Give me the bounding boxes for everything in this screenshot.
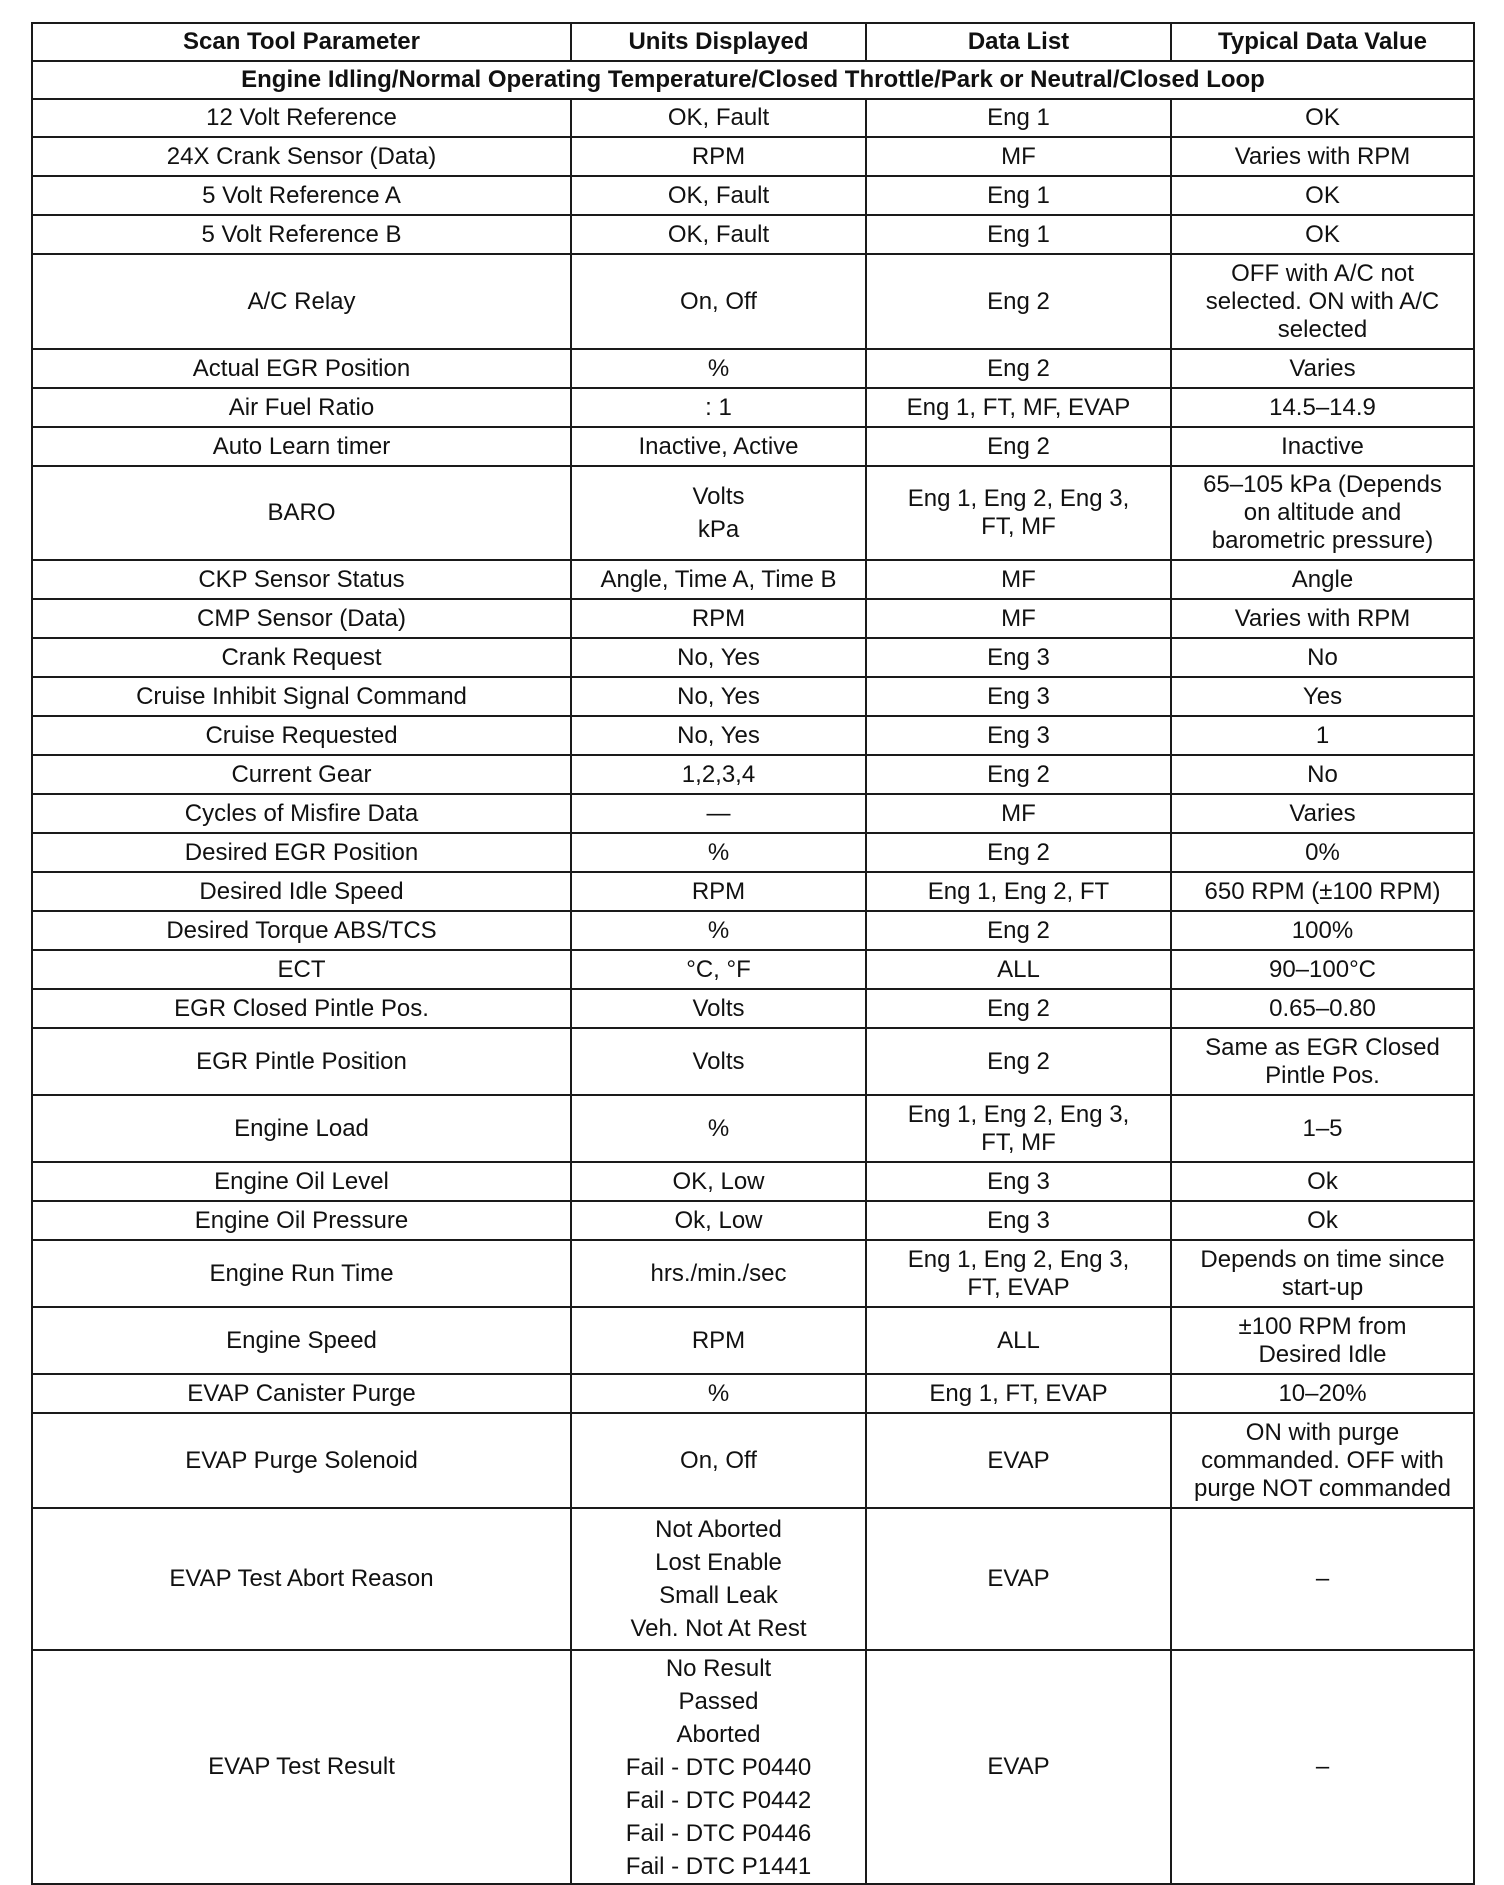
units-cell bbox=[571, 137, 866, 176]
data-list-cell-line: Eng 1 bbox=[987, 181, 1050, 209]
typical-value-cell-line: on altitude and bbox=[1243, 499, 1402, 526]
data-list-cell bbox=[866, 1162, 1171, 1201]
units-cell-line: RPM bbox=[691, 877, 746, 905]
units-cell bbox=[571, 872, 866, 911]
units-cell bbox=[571, 989, 866, 1028]
table-row bbox=[32, 833, 1474, 872]
table-row bbox=[32, 1162, 1474, 1201]
table-row bbox=[32, 599, 1474, 638]
data-list-cell-line: Eng 2 bbox=[987, 1047, 1050, 1075]
data-list-cell bbox=[866, 872, 1171, 911]
units-cell-line: % bbox=[707, 1379, 730, 1407]
typical-value-cell-line: Varies bbox=[1289, 799, 1356, 827]
parameter-cell: BARO bbox=[32, 466, 571, 560]
data-list-cell-line: Eng 3 bbox=[987, 1167, 1050, 1195]
data-list-cell bbox=[866, 254, 1171, 349]
data-list-cell bbox=[866, 1413, 1171, 1508]
typical-value-cell bbox=[1171, 1162, 1474, 1201]
units-cell-line: % bbox=[707, 838, 730, 866]
data-list-cell bbox=[866, 137, 1171, 176]
data-list-cell-line: Eng 1, Eng 2, FT bbox=[927, 877, 1110, 905]
units-cell bbox=[571, 638, 866, 677]
typical-value-cell-line: No bbox=[1307, 760, 1338, 788]
typical-value-cell bbox=[1171, 137, 1474, 176]
table-row bbox=[32, 137, 1474, 176]
units-cell bbox=[571, 950, 866, 989]
table-row bbox=[32, 427, 1474, 466]
units-cell bbox=[571, 755, 866, 794]
data-list-cell bbox=[866, 1240, 1171, 1307]
data-list-cell-line: Eng 3 bbox=[987, 1206, 1050, 1234]
table-row bbox=[32, 176, 1474, 215]
typical-value-cell bbox=[1171, 911, 1474, 950]
typical-value-cell-line: Varies with RPM bbox=[1234, 142, 1411, 170]
typical-value-cell-line: OFF with A/C not bbox=[1231, 259, 1414, 287]
typical-value-cell-line: Inactive bbox=[1281, 432, 1364, 460]
data-list-cell-line: Eng 2 bbox=[987, 838, 1050, 866]
typical-value-cell-line: Varies bbox=[1289, 354, 1356, 382]
parameter-cell: EVAP Test Abort Reason bbox=[32, 1508, 571, 1650]
parameter-cell: 12 Volt Reference bbox=[32, 99, 571, 137]
data-list-cell-line: Eng 1, Eng 2, Eng 3, bbox=[907, 485, 1130, 512]
typical-value-cell-line: selected. ON with A/C bbox=[1205, 287, 1440, 315]
units-cell-line: RPM bbox=[691, 142, 746, 170]
data-list-cell-line: Eng 1, FT, EVAP bbox=[929, 1379, 1108, 1407]
typical-value-cell-line: 650 RPM (±100 RPM) bbox=[1204, 877, 1441, 905]
units-cell bbox=[571, 1240, 866, 1307]
table-row bbox=[32, 911, 1474, 950]
data-list-cell-line: EVAP bbox=[987, 1565, 1050, 1592]
units-cell bbox=[571, 1374, 866, 1413]
units-cell bbox=[571, 1162, 866, 1201]
typical-value-cell-line: Yes bbox=[1302, 682, 1343, 710]
units-cell-line: Aborted bbox=[676, 1720, 761, 1748]
parameter-cell: EVAP Canister Purge bbox=[32, 1374, 571, 1413]
table-row bbox=[32, 1307, 1474, 1374]
table-body bbox=[32, 99, 1474, 1884]
data-list-cell-line: Eng 2 bbox=[987, 287, 1050, 315]
units-cell bbox=[571, 1508, 866, 1650]
data-list-cell-line: FT, MF bbox=[981, 513, 1056, 540]
units-cell bbox=[571, 388, 866, 427]
parameter-cell: Engine Oil Level bbox=[32, 1162, 571, 1201]
table-row bbox=[32, 99, 1474, 137]
units-cell-line: Volts bbox=[692, 1047, 745, 1075]
parameter-cell: Engine Speed bbox=[32, 1307, 571, 1374]
units-cell-line: Ok, Low bbox=[674, 1206, 763, 1234]
typical-value-cell bbox=[1171, 254, 1474, 349]
typical-value-cell bbox=[1171, 349, 1474, 388]
data-list-cell-line: EVAP bbox=[987, 1446, 1050, 1474]
data-list-cell bbox=[866, 755, 1171, 794]
table-row bbox=[32, 638, 1474, 677]
units-cell-line: OK, Fault bbox=[667, 220, 770, 248]
typical-value-cell-line: Desired Idle bbox=[1258, 1340, 1387, 1368]
data-list-cell-line: Eng 2 bbox=[987, 354, 1050, 382]
typical-value-cell-line: Angle bbox=[1291, 565, 1354, 593]
data-list-cell bbox=[866, 716, 1171, 755]
data-list-cell-line: Eng 1, Eng 2, Eng 3, bbox=[907, 1245, 1130, 1273]
typical-value-cell-line: ±100 RPM from bbox=[1238, 1312, 1407, 1340]
scan-tool-data-table bbox=[31, 22, 1475, 1885]
units-cell bbox=[571, 1201, 866, 1240]
parameter-cell: EGR Pintle Position bbox=[32, 1028, 571, 1095]
typical-value-cell bbox=[1171, 755, 1474, 794]
parameter-cell: Current Gear bbox=[32, 755, 571, 794]
header-typical-data-value: Typical Data Value bbox=[1171, 23, 1474, 61]
parameter-cell: Cruise Inhibit Signal Command bbox=[32, 677, 571, 716]
table-row bbox=[32, 1095, 1474, 1162]
typical-value-cell bbox=[1171, 466, 1474, 560]
typical-value-cell-line: No bbox=[1307, 643, 1338, 671]
typical-value-cell-line: – bbox=[1315, 1753, 1330, 1780]
data-list-cell bbox=[866, 794, 1171, 833]
typical-value-cell-line: 0.65–0.80 bbox=[1269, 994, 1376, 1022]
typical-value-cell-line: ON with purge bbox=[1245, 1418, 1400, 1446]
table-row bbox=[32, 950, 1474, 989]
typical-value-cell-line: Depends on time since bbox=[1200, 1245, 1445, 1273]
data-list-cell-line: Eng 1 bbox=[987, 104, 1050, 131]
data-list-cell bbox=[866, 1307, 1171, 1374]
units-cell bbox=[571, 677, 866, 716]
units-cell bbox=[571, 794, 866, 833]
data-list-cell bbox=[866, 911, 1171, 950]
typical-value-cell bbox=[1171, 1307, 1474, 1374]
table-row bbox=[32, 716, 1474, 755]
typical-value-cell-line: Pintle Pos. bbox=[1265, 1061, 1380, 1089]
units-cell-line: kPa bbox=[697, 516, 740, 543]
typical-value-cell bbox=[1171, 833, 1474, 872]
typical-value-cell-line: 1–5 bbox=[1302, 1114, 1343, 1142]
data-list-cell bbox=[866, 176, 1171, 215]
data-list-cell-line: Eng 1, FT, MF, EVAP bbox=[906, 393, 1131, 421]
data-list-cell bbox=[866, 1095, 1171, 1162]
typical-value-cell bbox=[1171, 1028, 1474, 1095]
table-row bbox=[32, 677, 1474, 716]
units-cell-line: Passed bbox=[678, 1687, 759, 1715]
parameter-cell: Desired EGR Position bbox=[32, 833, 571, 872]
table-row bbox=[32, 1201, 1474, 1240]
table-row bbox=[32, 560, 1474, 599]
typical-value-cell bbox=[1171, 176, 1474, 215]
units-cell bbox=[571, 99, 866, 137]
data-list-cell-line: Eng 2 bbox=[987, 916, 1050, 944]
units-cell-line: Volts bbox=[692, 483, 745, 510]
typical-value-cell bbox=[1171, 989, 1474, 1028]
typical-value-cell bbox=[1171, 560, 1474, 599]
units-cell-line: RPM bbox=[691, 1326, 746, 1354]
units-cell-line: No, Yes bbox=[677, 682, 760, 710]
parameter-cell: Auto Learn timer bbox=[32, 427, 571, 466]
units-cell-line: OK, Fault bbox=[667, 181, 770, 209]
typical-value-cell-line: barometric pressure) bbox=[1211, 527, 1434, 554]
typical-value-cell bbox=[1171, 1201, 1474, 1240]
units-cell-line: Fail - DTC P0440 bbox=[625, 1753, 812, 1781]
units-cell bbox=[571, 1028, 866, 1095]
units-cell-line: Fail - DTC P0446 bbox=[625, 1819, 812, 1847]
table-row bbox=[32, 1650, 1474, 1884]
typical-value-cell bbox=[1171, 872, 1474, 911]
units-cell bbox=[571, 466, 866, 560]
typical-value-cell bbox=[1171, 716, 1474, 755]
units-cell-line: Lost Enable bbox=[655, 1549, 782, 1576]
units-cell-line: Not Aborted bbox=[655, 1516, 782, 1543]
typical-value-cell bbox=[1171, 1240, 1474, 1307]
data-list-cell bbox=[866, 638, 1171, 677]
data-list-cell-line: FT, EVAP bbox=[967, 1273, 1070, 1301]
units-cell bbox=[571, 911, 866, 950]
table-header-row bbox=[32, 23, 1474, 61]
typical-value-cell-line: – bbox=[1315, 1565, 1330, 1592]
table-row bbox=[32, 1028, 1474, 1095]
units-cell-line: Inactive, Active bbox=[638, 432, 799, 460]
typical-value-cell-line: 1 bbox=[1315, 721, 1330, 749]
typical-value-cell-line: purge NOT commanded bbox=[1193, 1474, 1451, 1502]
table-row bbox=[32, 1413, 1474, 1508]
data-list-cell bbox=[866, 950, 1171, 989]
parameter-cell: CMP Sensor (Data) bbox=[32, 599, 571, 638]
data-list-cell-line: Eng 2 bbox=[987, 994, 1050, 1022]
data-list-cell-line: MF bbox=[1001, 604, 1036, 632]
units-cell-line: Veh. Not At Rest bbox=[630, 1615, 807, 1642]
typical-value-cell-line: OK bbox=[1305, 181, 1340, 209]
typical-value-cell bbox=[1171, 950, 1474, 989]
parameter-cell: CKP Sensor Status bbox=[32, 560, 571, 599]
data-list-cell bbox=[866, 466, 1171, 560]
typical-value-cell bbox=[1171, 388, 1474, 427]
typical-value-cell-line: OK bbox=[1305, 220, 1340, 248]
units-cell-line: Small Leak bbox=[659, 1582, 778, 1609]
table-row bbox=[32, 254, 1474, 349]
data-list-cell-line: Eng 2 bbox=[987, 432, 1050, 460]
data-list-cell bbox=[866, 560, 1171, 599]
units-cell-line: 1,2,3,4 bbox=[681, 760, 756, 788]
typical-value-cell bbox=[1171, 599, 1474, 638]
typical-value-cell-line: 100% bbox=[1291, 916, 1354, 944]
data-list-cell bbox=[866, 215, 1171, 254]
parameter-cell: Air Fuel Ratio bbox=[32, 388, 571, 427]
units-cell bbox=[571, 215, 866, 254]
header-data-list: Data List bbox=[866, 23, 1171, 61]
table-row bbox=[32, 872, 1474, 911]
units-cell bbox=[571, 254, 866, 349]
data-list-cell bbox=[866, 833, 1171, 872]
typical-value-cell-line: 14.5–14.9 bbox=[1269, 393, 1376, 421]
typical-value-cell-line: 10–20% bbox=[1278, 1379, 1367, 1407]
data-list-cell-line: FT, MF bbox=[981, 1128, 1056, 1156]
typical-value-cell bbox=[1171, 427, 1474, 466]
table-row bbox=[32, 1508, 1474, 1650]
units-cell-line: — bbox=[706, 799, 731, 827]
parameter-cell: Crank Request bbox=[32, 638, 571, 677]
typical-value-cell-line: Ok bbox=[1307, 1206, 1338, 1234]
typical-value-cell-line: start-up bbox=[1281, 1273, 1364, 1301]
units-cell-line: On, Off bbox=[680, 1446, 757, 1474]
units-cell bbox=[571, 1307, 866, 1374]
data-list-cell-line: MF bbox=[1001, 142, 1036, 170]
data-list-cell-line: ALL bbox=[997, 955, 1040, 983]
data-list-cell bbox=[866, 1650, 1171, 1884]
units-cell-line: On, Off bbox=[680, 287, 757, 315]
parameter-cell: Engine Oil Pressure bbox=[32, 1201, 571, 1240]
parameter-cell: EGR Closed Pintle Pos. bbox=[32, 989, 571, 1028]
data-list-cell-line: Eng 3 bbox=[987, 643, 1050, 671]
data-list-cell bbox=[866, 388, 1171, 427]
header-units-displayed: Units Displayed bbox=[571, 23, 866, 61]
data-list-cell bbox=[866, 1508, 1171, 1650]
table-row bbox=[32, 755, 1474, 794]
data-list-cell bbox=[866, 99, 1171, 137]
parameter-cell: Desired Idle Speed bbox=[32, 872, 571, 911]
typical-value-cell bbox=[1171, 215, 1474, 254]
data-list-cell-line: MF bbox=[1001, 565, 1036, 593]
units-cell-line: : 1 bbox=[705, 393, 732, 421]
units-cell bbox=[571, 716, 866, 755]
units-cell-line: Fail - DTC P0442 bbox=[625, 1786, 812, 1814]
units-cell bbox=[571, 1650, 866, 1884]
data-list-cell bbox=[866, 349, 1171, 388]
data-list-cell bbox=[866, 427, 1171, 466]
units-cell-line: Angle, Time A, Time B bbox=[600, 565, 837, 593]
typical-value-cell-line: 90–100°C bbox=[1268, 955, 1376, 983]
table-row bbox=[32, 1374, 1474, 1413]
units-cell-line: RPM bbox=[691, 604, 746, 632]
units-cell-line: % bbox=[707, 1114, 730, 1142]
units-cell bbox=[571, 1095, 866, 1162]
data-list-cell bbox=[866, 1028, 1171, 1095]
typical-value-cell-line: OK bbox=[1305, 104, 1340, 131]
units-cell bbox=[571, 349, 866, 388]
parameter-cell: 5 Volt Reference A bbox=[32, 176, 571, 215]
section-row bbox=[32, 61, 1474, 99]
parameter-cell: Actual EGR Position bbox=[32, 349, 571, 388]
table-row bbox=[32, 794, 1474, 833]
units-cell-line: OK, Low bbox=[672, 1167, 765, 1195]
data-list-cell bbox=[866, 989, 1171, 1028]
typical-value-cell-line: selected bbox=[1277, 315, 1368, 343]
units-cell-line: No, Yes bbox=[677, 721, 760, 749]
units-cell bbox=[571, 427, 866, 466]
data-list-cell-line: MF bbox=[1001, 799, 1036, 827]
parameter-cell: 24X Crank Sensor (Data) bbox=[32, 137, 571, 176]
typical-value-cell-line: Same as EGR Closed bbox=[1205, 1033, 1440, 1061]
typical-value-cell bbox=[1171, 794, 1474, 833]
units-cell bbox=[571, 176, 866, 215]
parameter-cell: EVAP Test Result bbox=[32, 1650, 571, 1884]
typical-value-cell-line: Ok bbox=[1307, 1167, 1338, 1195]
data-list-cell-line: ALL bbox=[997, 1326, 1040, 1354]
units-cell bbox=[571, 560, 866, 599]
data-list-cell-line: Eng 1 bbox=[987, 220, 1050, 248]
data-list-cell-line: Eng 1, Eng 2, Eng 3, bbox=[907, 1100, 1130, 1128]
units-cell-line: % bbox=[707, 916, 730, 944]
typical-value-cell-line: Varies with RPM bbox=[1234, 604, 1411, 632]
units-cell-line: % bbox=[707, 354, 730, 382]
typical-value-cell bbox=[1171, 1374, 1474, 1413]
typical-value-cell bbox=[1171, 677, 1474, 716]
typical-value-cell bbox=[1171, 1508, 1474, 1650]
table-row bbox=[32, 215, 1474, 254]
units-cell-line: hrs./min./sec bbox=[650, 1259, 787, 1287]
typical-value-cell-line: 0% bbox=[1305, 838, 1340, 866]
header-scan-tool-parameter: Scan Tool Parameter bbox=[32, 23, 571, 61]
data-list-cell-line: Eng 3 bbox=[987, 682, 1050, 710]
units-cell-line: No, Yes bbox=[677, 643, 760, 671]
parameter-cell: Cruise Requested bbox=[32, 716, 571, 755]
parameter-cell: ECT bbox=[32, 950, 571, 989]
data-list-cell bbox=[866, 1201, 1171, 1240]
table-row bbox=[32, 466, 1474, 560]
typical-value-cell bbox=[1171, 1650, 1474, 1884]
data-list-cell-line: Eng 2 bbox=[987, 760, 1050, 788]
data-list-cell bbox=[866, 677, 1171, 716]
units-cell bbox=[571, 1413, 866, 1508]
data-list-cell-line: Eng 3 bbox=[987, 721, 1050, 749]
units-cell bbox=[571, 599, 866, 638]
table-row bbox=[32, 989, 1474, 1028]
units-cell-line: Volts bbox=[692, 994, 745, 1022]
data-list-cell-line: EVAP bbox=[987, 1753, 1050, 1780]
typical-value-cell bbox=[1171, 1413, 1474, 1508]
units-cell-line: OK, Fault bbox=[667, 104, 770, 131]
parameter-cell: A/C Relay bbox=[32, 254, 571, 349]
units-cell-line: Fail - DTC P1441 bbox=[625, 1852, 812, 1880]
units-cell bbox=[571, 833, 866, 872]
parameter-cell: 5 Volt Reference B bbox=[32, 215, 571, 254]
table-row bbox=[32, 349, 1474, 388]
units-cell-line: °C, °F bbox=[686, 955, 751, 983]
section-title: Engine Idling/Normal Operating Temperature/Closed Throttle/Park or Neutral/Closed Loop bbox=[32, 61, 1474, 99]
data-list-cell bbox=[866, 599, 1171, 638]
units-cell-line: No Result bbox=[665, 1654, 772, 1682]
data-list-cell bbox=[866, 1374, 1171, 1413]
typical-value-cell-line: 65–105 kPa (Depends bbox=[1203, 471, 1442, 498]
typical-value-cell-line: commanded. OFF with bbox=[1201, 1446, 1444, 1474]
typical-value-cell bbox=[1171, 99, 1474, 137]
parameter-cell: Engine Load bbox=[32, 1095, 571, 1162]
parameter-cell: Cycles of Misfire Data bbox=[32, 794, 571, 833]
table-row bbox=[32, 388, 1474, 427]
typical-value-cell bbox=[1171, 638, 1474, 677]
table-row bbox=[32, 1240, 1474, 1307]
typical-value-cell bbox=[1171, 1095, 1474, 1162]
parameter-cell: Engine Run Time bbox=[32, 1240, 571, 1307]
parameter-cell: Desired Torque ABS/TCS bbox=[32, 911, 571, 950]
parameter-cell: EVAP Purge Solenoid bbox=[32, 1413, 571, 1508]
